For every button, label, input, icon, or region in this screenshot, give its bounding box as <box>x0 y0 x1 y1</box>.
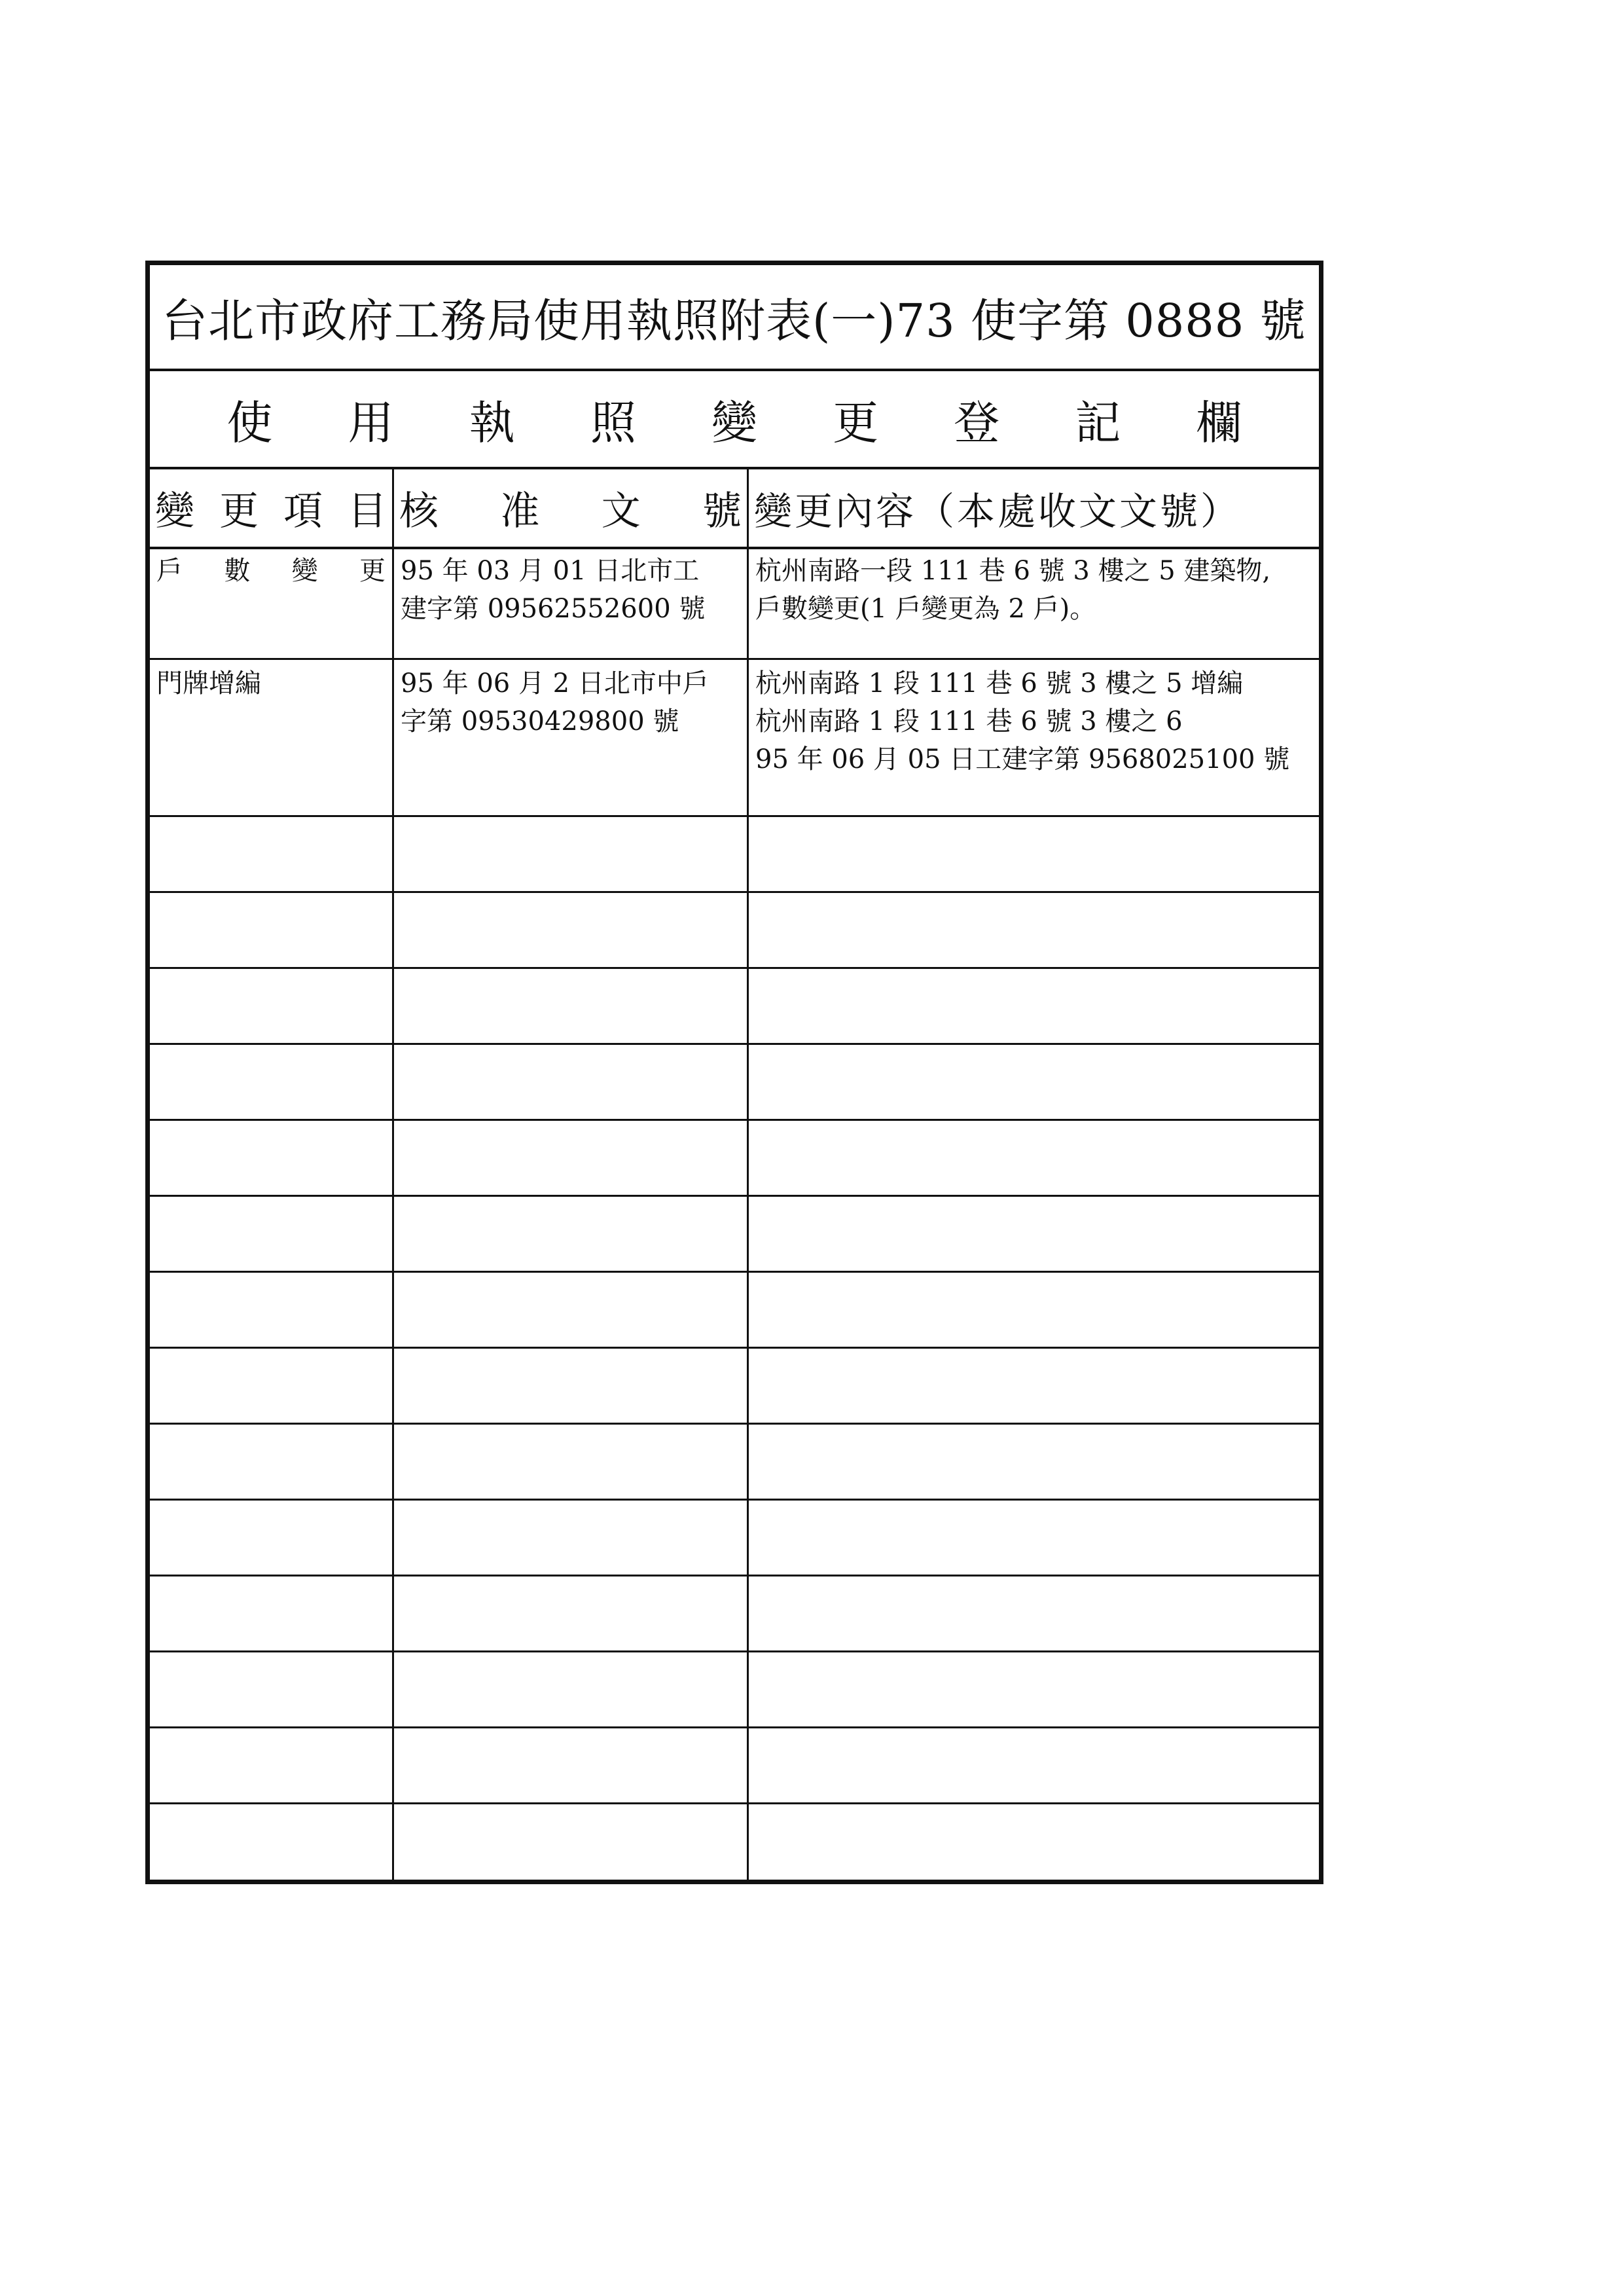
approval-line: 建字第 09562552600 號 <box>401 594 706 624</box>
content-line: 杭州南路 1 段 111 巷 6 號 3 樓之 5 增編 <box>755 668 1244 699</box>
row1-approval <box>394 549 747 630</box>
row2-approval <box>394 662 747 743</box>
row2-item <box>150 662 392 705</box>
item-char: 數 <box>224 556 251 586</box>
row-divider <box>150 1575 1319 1576</box>
header-content <box>749 469 1319 547</box>
row-divider <box>150 1271 1319 1273</box>
subtitle-char: 更 <box>833 395 879 450</box>
row2-content <box>749 662 1319 781</box>
subtitle-char: 用 <box>348 395 394 450</box>
row-divider <box>150 1119 1319 1121</box>
subtitle-char: 登 <box>954 395 1000 450</box>
header-char: 項 <box>283 488 323 534</box>
row-divider <box>150 1802 1319 1804</box>
item-char: 更 <box>359 556 386 586</box>
header-char: 准 <box>500 488 540 534</box>
item-char: 變 <box>291 556 318 586</box>
row-divider <box>150 658 1319 660</box>
license-form <box>145 261 1323 1884</box>
row1-content <box>749 549 1319 630</box>
header-char: 變 <box>155 488 194 534</box>
subtitle-char: 使 <box>226 395 273 450</box>
header-char: 號 <box>702 488 742 534</box>
subtitle-char: 欄 <box>1196 395 1242 450</box>
content-line: 杭州南路 1 段 111 巷 6 號 3 樓之 6 <box>755 706 1183 737</box>
subtitle-char: 執 <box>469 395 515 450</box>
item-char: 戶 <box>156 556 183 586</box>
header-char: 目 <box>348 488 387 534</box>
row1-item <box>150 549 392 592</box>
row-divider <box>150 1043 1319 1045</box>
form-subtitle <box>150 371 1319 469</box>
subtitle-char: 記 <box>1075 395 1121 450</box>
header-char: 文 <box>601 488 641 534</box>
subtitle-char: 變 <box>711 395 757 450</box>
approval-line: 95 年 06 月 2 日北市中戶 <box>401 668 709 699</box>
row-divider <box>150 1423 1319 1425</box>
item-text: 門牌增編 <box>156 668 261 699</box>
form-title <box>150 265 1319 371</box>
form-title-text: 台北市政府工務局使用執照附表(一)73 使字第 0888 號 <box>162 293 1306 348</box>
row-divider <box>150 815 1319 817</box>
row-divider <box>150 1499 1319 1501</box>
content-line: 戶數變更(1 戶變更為 2 戶)。 <box>755 594 1096 624</box>
header-item <box>150 469 392 547</box>
row-divider <box>150 1650 1319 1652</box>
content-line: 杭州南路一段 111 巷 6 號 3 樓之 5 建築物, <box>755 556 1271 586</box>
content-line: 95 年 06 月 05 日工建字第 9568025100 號 <box>755 744 1290 774</box>
header-char: 更 <box>219 488 259 534</box>
row-divider <box>150 1347 1319 1349</box>
row-divider <box>150 1195 1319 1197</box>
approval-line: 95 年 03 月 01 日北市工 <box>401 556 700 586</box>
header-char: 核 <box>399 488 439 534</box>
header-content-text: 變更內容（本處收文文號） <box>754 489 1242 534</box>
row-divider <box>150 891 1319 893</box>
row-divider <box>150 967 1319 969</box>
row-divider <box>150 1726 1319 1728</box>
subtitle-char: 照 <box>590 395 636 450</box>
approval-line: 字第 09530429800 號 <box>401 706 679 737</box>
change-register-table <box>150 469 1319 1880</box>
header-approval <box>394 469 747 547</box>
